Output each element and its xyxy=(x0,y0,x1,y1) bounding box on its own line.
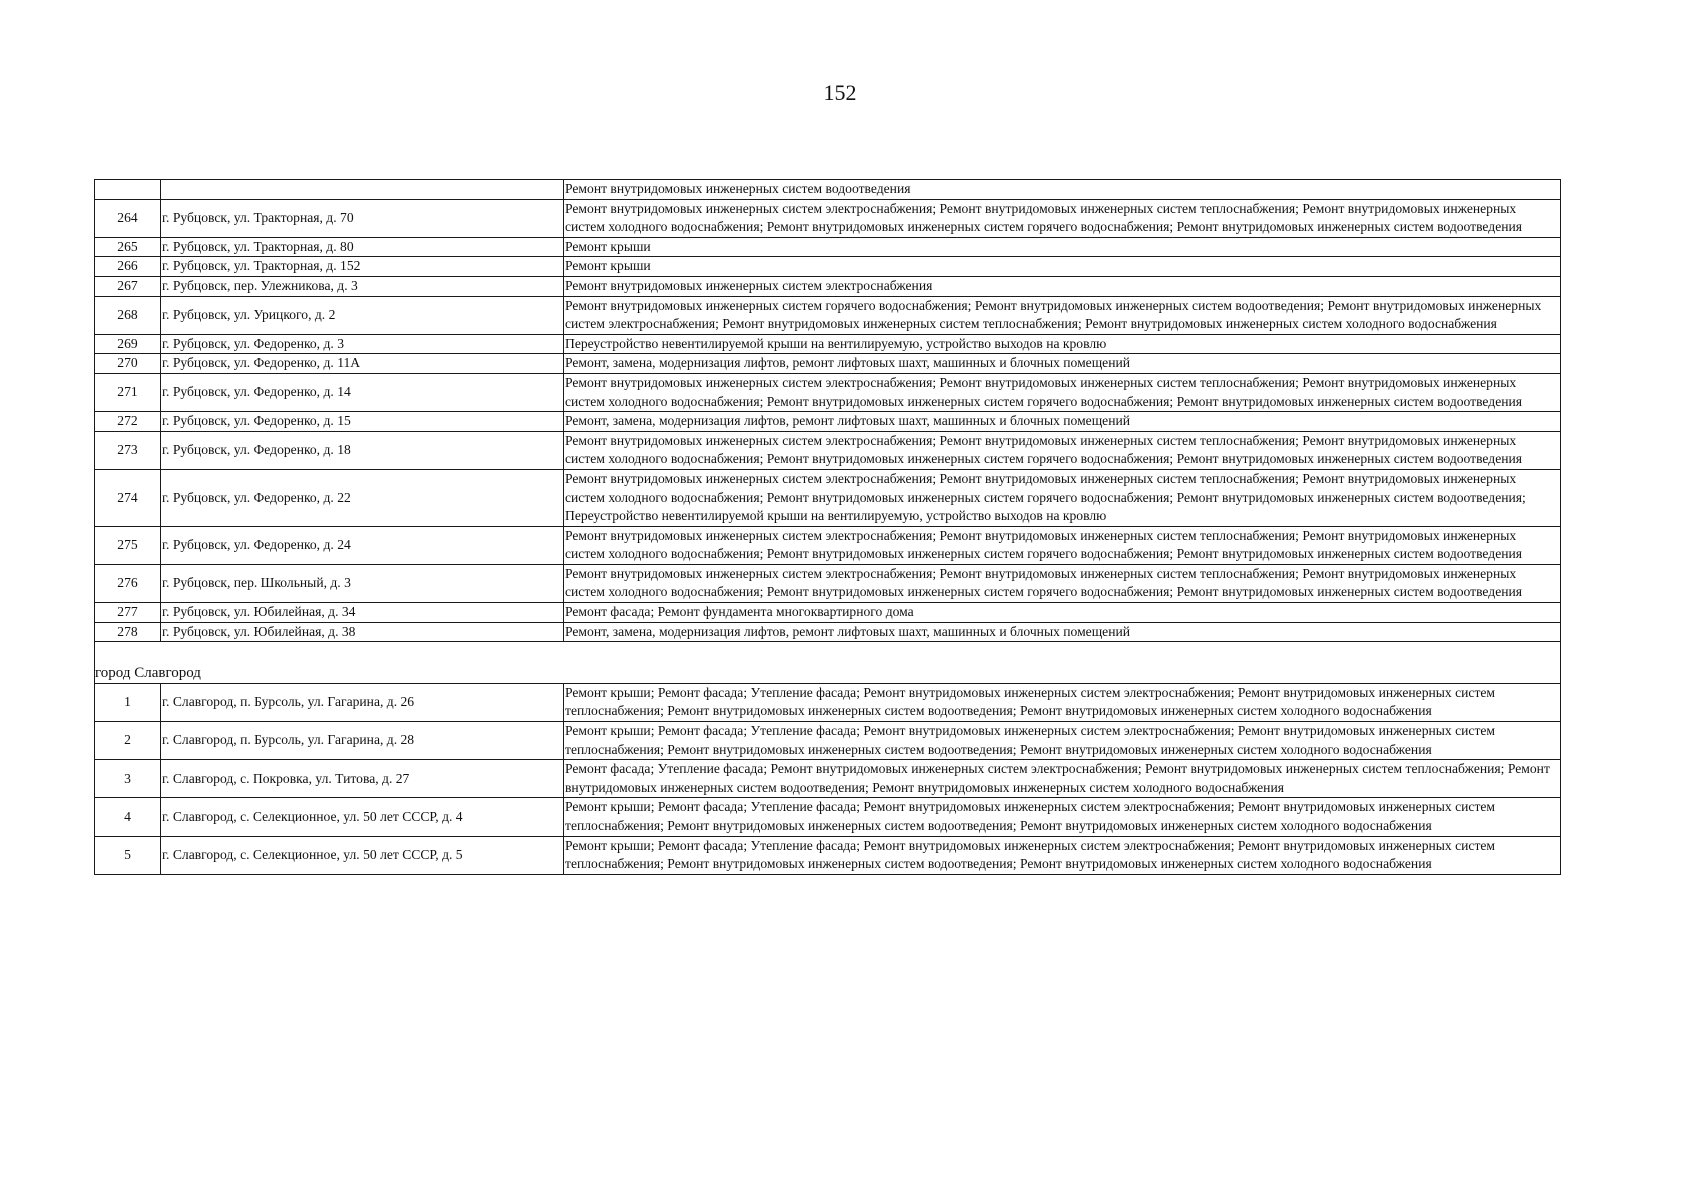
row-number xyxy=(95,180,161,200)
row-address: г. Рубцовск, ул. Федоренко, д. 14 xyxy=(161,373,564,411)
table-row xyxy=(95,722,1561,760)
row-address: г. Рубцовск, ул. Федоренко, д. 11А xyxy=(161,354,564,374)
row-works: Ремонт крыши; Ремонт фасада; Утепление фасада; Ремонт внутридомовых инженерных систем электроснабжения; Ремонт внутридомовых инженерных систем теплоснабжения; Ремонт внутридомовых инженерных систем водоотведения; Ремонт внутридомовых инженерных систем холодного водоснабжения xyxy=(564,683,1561,721)
row-works: Ремонт внутридомовых инженерных систем электроснабжения; Ремонт внутридомовых инженерных систем теплоснабжения; Ремонт внутридомовых инженерных систем холодного водоснабжения; Ремонт внутридомовых инженерных систем горячего водоснабжения; Ремонт внутридомовых инженерных систем водоотведения xyxy=(564,199,1561,237)
section-header-row xyxy=(95,642,1561,684)
row-number: 275 xyxy=(95,526,161,564)
table-row xyxy=(95,526,1561,564)
row-works: Ремонт крыши; Ремонт фасада; Утепление фасада; Ремонт внутридомовых инженерных систем электроснабжения; Ремонт внутридомовых инженерных систем теплоснабжения; Ремонт внутридомовых инженерных систем водоотведения; Ремонт внутридомовых инженерных систем холодного водоснабжения xyxy=(564,722,1561,760)
table-row xyxy=(95,276,1561,296)
table-row xyxy=(95,683,1561,721)
row-works: Ремонт внутридомовых инженерных систем электроснабжения; Ремонт внутридомовых инженерных систем теплоснабжения; Ремонт внутридомовых инженерных систем холодного водоснабжения; Ремонт внутридомовых инженерных систем горячего водоснабжения; Ремонт внутридомовых инженерных систем водоотведения xyxy=(564,564,1561,602)
row-number: 3 xyxy=(95,760,161,798)
row-address: г. Рубцовск, ул. Тракторная, д. 152 xyxy=(161,257,564,277)
row-address: г. Рубцовск, ул. Федоренко, д. 22 xyxy=(161,469,564,526)
row-works: Ремонт, замена, модернизация лифтов, ремонт лифтовых шахт, машинных и блочных помещений xyxy=(564,412,1561,432)
table-row xyxy=(95,412,1561,432)
row-address: г. Славгород, с. Селекционное, ул. 50 лет СССР, д. 4 xyxy=(161,798,564,836)
row-address: г. Рубцовск, пер. Улежникова, д. 3 xyxy=(161,276,564,296)
row-works: Ремонт внутридомовых инженерных систем электроснабжения; Ремонт внутридомовых инженерных систем теплоснабжения; Ремонт внутридомовых инженерных систем холодного водоснабжения; Ремонт внутридомовых инженерных систем горячего водоснабжения; Ремонт внутридомовых инженерных систем водоотведения; Переустройство невентилируемой крыши на вентилируемую, устройство выходов на кровлю xyxy=(564,469,1561,526)
row-works: Переустройство невентилируемой крыши на вентилируемую, устройство выходов на кровлю xyxy=(564,334,1561,354)
repair-register-table xyxy=(94,179,1561,875)
row-works: Ремонт крыши; Ремонт фасада; Утепление фасада; Ремонт внутридомовых инженерных систем электроснабжения; Ремонт внутридомовых инженерных систем теплоснабжения; Ремонт внутридомовых инженерных систем водоотведения; Ремонт внутридомовых инженерных систем холодного водоснабжения xyxy=(564,836,1561,874)
row-number: 267 xyxy=(95,276,161,296)
row-works: Ремонт внутридомовых инженерных систем электроснабжения xyxy=(564,276,1561,296)
row-works: Ремонт, замена, модернизация лифтов, ремонт лифтовых шахт, машинных и блочных помещений xyxy=(564,622,1561,642)
table-row xyxy=(95,431,1561,469)
row-number: 277 xyxy=(95,603,161,623)
row-address: г. Рубцовск, ул. Урицкого, д. 2 xyxy=(161,296,564,334)
row-number: 4 xyxy=(95,798,161,836)
table-row xyxy=(95,354,1561,374)
row-address: г. Рубцовск, ул. Юбилейная, д. 34 xyxy=(161,603,564,623)
row-number: 272 xyxy=(95,412,161,432)
row-address: г. Рубцовск, ул. Тракторная, д. 70 xyxy=(161,199,564,237)
row-number: 5 xyxy=(95,836,161,874)
table-row xyxy=(95,760,1561,798)
table-row xyxy=(95,836,1561,874)
row-address: г. Рубцовск, ул. Юбилейная, д. 38 xyxy=(161,622,564,642)
table-row xyxy=(95,564,1561,602)
row-address: г. Рубцовск, пер. Школьный, д. 3 xyxy=(161,564,564,602)
row-address: г. Славгород, п. Бурсоль, ул. Гагарина, д. 28 xyxy=(161,722,564,760)
row-address: г. Рубцовск, ул. Тракторная, д. 80 xyxy=(161,237,564,257)
table-row xyxy=(95,180,1561,200)
row-number: 270 xyxy=(95,354,161,374)
row-works: Ремонт, замена, модернизация лифтов, ремонт лифтовых шахт, машинных и блочных помещений xyxy=(564,354,1561,374)
row-works: Ремонт внутридомовых инженерных систем водоотведения xyxy=(564,180,1561,200)
table-row xyxy=(95,257,1561,277)
table-row xyxy=(95,296,1561,334)
row-address: г. Рубцовск, ул. Федоренко, д. 24 xyxy=(161,526,564,564)
row-works: Ремонт фасада; Ремонт фундамента многоквартирного дома xyxy=(564,603,1561,623)
row-address: г. Рубцовск, ул. Федоренко, д. 15 xyxy=(161,412,564,432)
row-works: Ремонт внутридомовых инженерных систем электроснабжения; Ремонт внутридомовых инженерных систем теплоснабжения; Ремонт внутридомовых инженерных систем холодного водоснабжения; Ремонт внутридомовых инженерных систем горячего водоснабжения; Ремонт внутридомовых инженерных систем водоотведения xyxy=(564,431,1561,469)
table-row xyxy=(95,603,1561,623)
row-works: Ремонт внутридомовых инженерных систем электроснабжения; Ремонт внутридомовых инженерных систем теплоснабжения; Ремонт внутридомовых инженерных систем холодного водоснабжения; Ремонт внутридомовых инженерных систем горячего водоснабжения; Ремонт внутридомовых инженерных систем водоотведения xyxy=(564,526,1561,564)
row-number: 1 xyxy=(95,683,161,721)
row-works: Ремонт крыши xyxy=(564,237,1561,257)
row-works: Ремонт крыши xyxy=(564,257,1561,277)
table-row xyxy=(95,237,1561,257)
section-title: город Славгород xyxy=(95,642,1561,684)
table-row xyxy=(95,373,1561,411)
row-number: 264 xyxy=(95,199,161,237)
page-number: 152 xyxy=(823,80,857,105)
table-row xyxy=(95,622,1561,642)
row-number: 278 xyxy=(95,622,161,642)
row-address: г. Славгород, с. Селекционное, ул. 50 лет СССР, д. 5 xyxy=(161,836,564,874)
row-number: 268 xyxy=(95,296,161,334)
row-number: 274 xyxy=(95,469,161,526)
row-number: 273 xyxy=(95,431,161,469)
table-row xyxy=(95,199,1561,237)
row-number: 269 xyxy=(95,334,161,354)
row-number: 266 xyxy=(95,257,161,277)
row-number: 271 xyxy=(95,373,161,411)
row-address: г. Славгород, п. Бурсоль, ул. Гагарина, д. 26 xyxy=(161,683,564,721)
row-number: 265 xyxy=(95,237,161,257)
row-works: Ремонт фасада; Утепление фасада; Ремонт внутридомовых инженерных систем электроснабжения; Ремонт внутридомовых инженерных систем теплоснабжения; Ремонт внутридомовых инженерных систем водоотведения; Ремонт внутридомовых инженерных систем холодного водоснабжения xyxy=(564,760,1561,798)
table-row xyxy=(95,334,1561,354)
row-address: г. Славгород, с. Покровка, ул. Титова, д. 27 xyxy=(161,760,564,798)
row-address: г. Рубцовск, ул. Федоренко, д. 3 xyxy=(161,334,564,354)
row-works: Ремонт внутридомовых инженерных систем горячего водоснабжения; Ремонт внутридомовых инженерных систем водоотведения; Ремонт внутридомовых инженерных систем электроснабжения; Ремонт внутридомовых инженерных систем теплоснабжения; Ремонт внутридомовых инженерных систем холодного водоснабжения xyxy=(564,296,1561,334)
row-address: г. Рубцовск, ул. Федоренко, д. 18 xyxy=(161,431,564,469)
row-works: Ремонт внутридомовых инженерных систем электроснабжения; Ремонт внутридомовых инженерных систем теплоснабжения; Ремонт внутридомовых инженерных систем холодного водоснабжения; Ремонт внутридомовых инженерных систем горячего водоснабжения; Ремонт внутридомовых инженерных систем водоотведения xyxy=(564,373,1561,411)
table-row xyxy=(95,798,1561,836)
row-works: Ремонт крыши; Ремонт фасада; Утепление фасада; Ремонт внутридомовых инженерных систем электроснабжения; Ремонт внутридомовых инженерных систем теплоснабжения; Ремонт внутридомовых инженерных систем водоотведения; Ремонт внутридомовых инженерных систем холодного водоснабжения xyxy=(564,798,1561,836)
table-row xyxy=(95,469,1561,526)
row-number: 276 xyxy=(95,564,161,602)
row-address xyxy=(161,180,564,200)
row-number: 2 xyxy=(95,722,161,760)
